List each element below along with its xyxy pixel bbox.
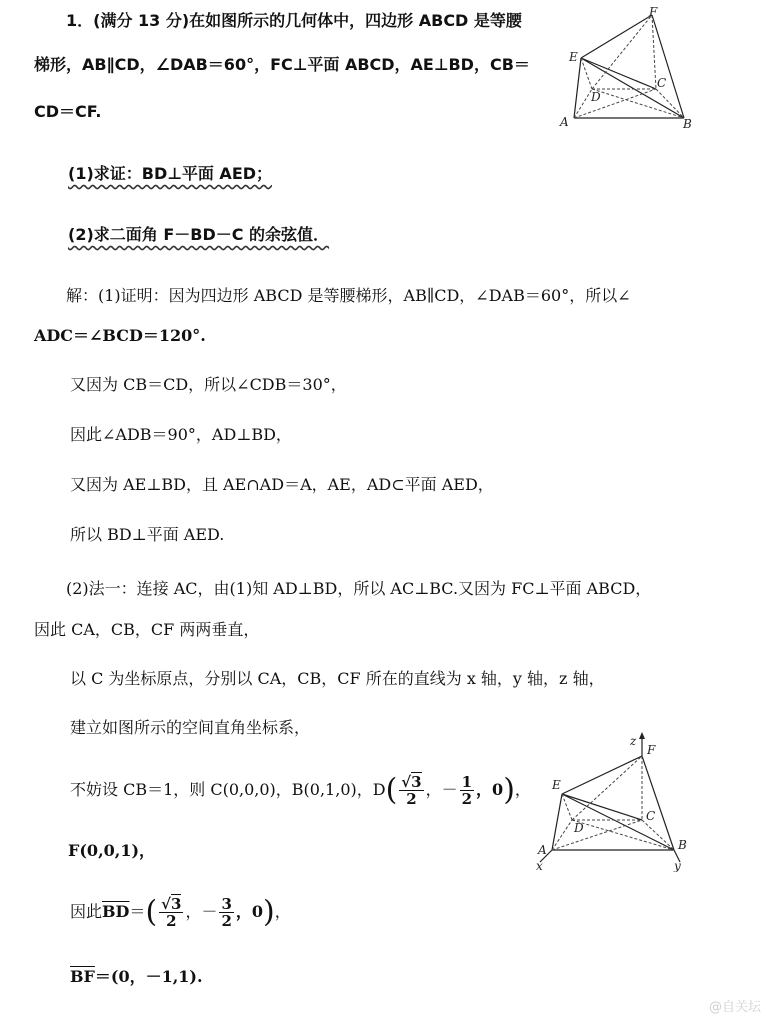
fig2-label-y: y bbox=[674, 859, 681, 872]
watermark: @自关坛 bbox=[708, 1000, 761, 1015]
solution-line-1: 解：(1)证明：因为四边形 ABCD 是等腰梯形，AB∥CD，∠DAB＝60°，所以∠ bbox=[66, 286, 631, 305]
solution-line-2: ADC＝∠BCD＝120°. bbox=[34, 326, 206, 345]
fig1-label-d: D bbox=[591, 90, 601, 104]
fig2-label-d: D bbox=[574, 821, 584, 835]
fig1-label-a: A bbox=[560, 115, 569, 129]
geometry-figure-coordinate bbox=[530, 732, 700, 872]
vector-bf: $\overline{BF}$ bbox=[70, 967, 95, 986]
solution-line-8: 因此 CA，CB，CF 两两垂直， bbox=[34, 620, 260, 639]
question-2: (2)求二面角 F－BD－C 的余弦值． bbox=[68, 225, 330, 244]
fig2-label-x: x bbox=[536, 859, 543, 872]
fraction-1-over-2: $\frac{1}{2}$ bbox=[461, 773, 473, 808]
solution-line-13: 因此$\overline{BD}=$( $\frac{√3}{2}$ ，－ $\frac{3}{2}$ ，0)， bbox=[70, 894, 291, 930]
solution-line-7: (2)法一：连接 AC，由(1)知 AD⊥BD，所以 AC⊥BC.又因为 FC⊥平面 ABCD， bbox=[66, 579, 652, 598]
problem-line-2: 梯形，AB∥CD，∠DAB＝60°，FC⊥平面 ABCD，AE⊥BD，CB＝ bbox=[34, 55, 530, 74]
problem-line-3: CD＝CF. bbox=[34, 102, 102, 121]
fig1-label-f: F bbox=[649, 6, 658, 19]
question-1: (1)求证：BD⊥平面 AED； bbox=[68, 164, 273, 183]
solution-line-5: 又因为 AE⊥BD，且 AE∩AD＝A，AE，AD⊂平面 AED， bbox=[70, 475, 494, 494]
fig1-label-c: C bbox=[657, 76, 667, 90]
solution-line-4: 因此∠ADB＝90°，AD⊥BD， bbox=[70, 425, 292, 444]
solution-line-10: 建立如图所示的空间直角坐标系， bbox=[70, 718, 311, 737]
solution-line-6: 所以 BD⊥平面 AED. bbox=[70, 525, 225, 544]
fig2-label-b: B bbox=[678, 838, 687, 852]
fig2-label-c: C bbox=[646, 809, 656, 823]
vector-bd: $\overline{BD}$ bbox=[102, 902, 130, 921]
fig1-label-e: E bbox=[569, 50, 578, 64]
solution-line-9: 以 C 为坐标原点，分别以 CA，CB，CF 所在的直线为 x 轴，y 轴，z 轴， bbox=[70, 669, 605, 688]
coord-text: 不妨设 CB＝1，则 C(0,0,0)，B(0,1,0)，D bbox=[70, 780, 386, 799]
fraction-sqrt3-over-2: $\frac{√3}{2}$ bbox=[401, 773, 422, 808]
problem-line-1: 1．(满分 13 分)在如图所示的几何体中，四边形 ABCD 是等腰 bbox=[66, 11, 522, 30]
fraction-sqrt3-over-2-b: $\frac{√3}{2}$ bbox=[161, 895, 182, 930]
fig2-label-e: E bbox=[552, 778, 561, 792]
solution-line-3: 又因为 CB＝CD，所以∠CDB＝30°， bbox=[70, 375, 347, 394]
fig2-label-a: A bbox=[538, 843, 547, 857]
fig2-label-z: z bbox=[630, 734, 637, 748]
geometry-figure-top bbox=[556, 6, 696, 130]
fig1-label-b: B bbox=[683, 117, 692, 130]
fraction-3-over-2: $\frac{3}{2}$ bbox=[221, 895, 232, 930]
solution-line-11: 不妨设 CB＝1，则 C(0,0,0)，B(0,1,0)，D( $\frac{√3}{2}$ ，－ $\frac{1}{2}$ ，0)， bbox=[70, 772, 531, 808]
solution-line-12: F(0,0,1)， bbox=[68, 841, 156, 860]
solution-line-14: $\overline{BF}=(0$，－1,1). bbox=[70, 967, 203, 986]
fig2-label-f: F bbox=[647, 743, 656, 757]
